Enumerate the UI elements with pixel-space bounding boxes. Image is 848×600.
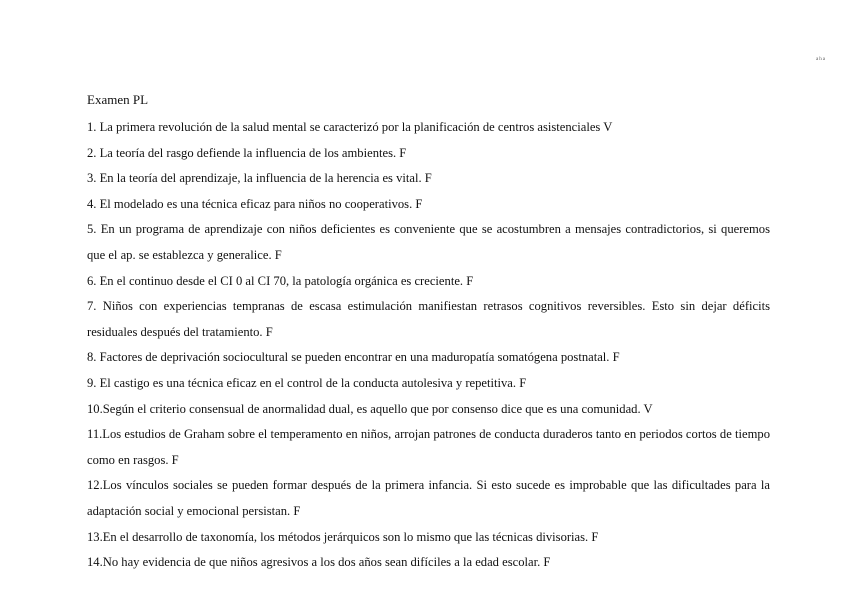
document-title: Examen PL — [87, 92, 149, 107]
question-item: 6. En el continuo desde el CI 0 al CI 70, la patología orgánica es creciente. F — [87, 273, 474, 288]
question-item: 2. La teoría del rasgo defiende la influencia de los ambientes. F — [87, 145, 407, 160]
question-item: 12.Los vínculos sociales se pueden formar después de la primera infancia. Si esto sucede es improbable que las dificultades para la adaptación social y emocional persistan. F — [87, 478, 770, 518]
question-item: 5. En un programa de aprendizaje con niños deficientes es conveniente que se acostumbren a mensajes contradictorios, si queremos que el ap. se establezca y generalice. F — [87, 222, 770, 262]
question-list — [87, 115, 770, 576]
question-item: 13.En el desarrollo de taxonomía, los métodos jerárquicos son lo mismo que las técnicas divisorias. F — [87, 529, 599, 544]
corner-mark: aha — [816, 57, 826, 62]
question-item: 3. En la teoría del aprendizaje, la influencia de la herencia es vital. F — [87, 171, 432, 186]
question-item: 1. La primera revolución de la salud mental se caracterizó por la planificación de centros asistenciales V — [87, 120, 613, 134]
question-item: 14.No hay evidencia de que niños agresivos a los dos años sean difíciles a la edad escolar. F — [87, 555, 551, 570]
question-item: 11.Los estudios de Graham sobre el temperamento en niños, arrojan patrones de conducta duraderos tanto en periodos cortos de tiempo como en rasgos. F — [87, 427, 770, 467]
question-item: 7. Niños con experiencias tempranas de escasa estimulación manifiestan retrasos cognitivos reversibles. Esto sin dejar déficits residuales después del tratamiento. F — [87, 299, 770, 339]
question-item: 8. Factores de deprivación sociocultural se pueden encontrar en una maduropatía somatógena postnatal. F — [87, 350, 620, 365]
question-item: 4. El modelado es una técnica eficaz para niños no cooperativos. F — [87, 196, 423, 211]
question-item: 9. El castigo es una técnica eficaz en el control de la conducta autolesiva y repetitiva. F — [87, 375, 527, 390]
question-item: 10.Según el criterio consensual de anormalidad dual, es aquello que por consenso dice que es una comunidad. V — [87, 401, 653, 416]
